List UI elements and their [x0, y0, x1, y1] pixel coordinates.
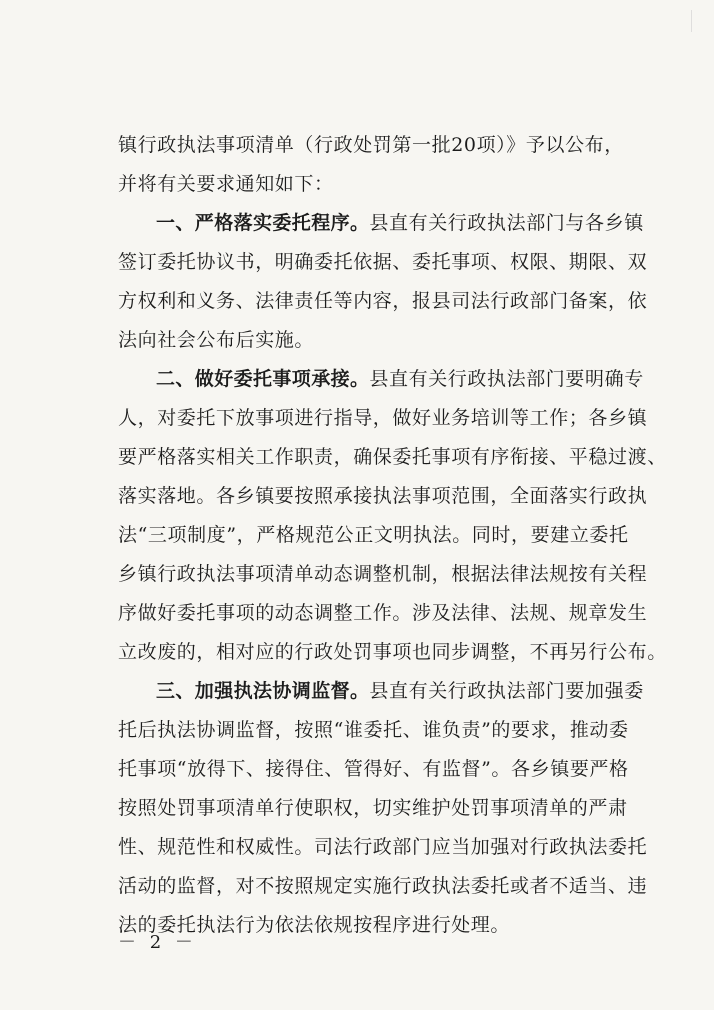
- text-line: 人，对委托下放事项进行指导，做好业务培训等工作；各乡镇: [118, 407, 648, 429]
- text-line: 活动的监督，对不按照规定实施行政执法委托或者不适当、违: [118, 875, 648, 897]
- section-1-heading: 一、严格落实委托程序。: [156, 212, 370, 234]
- text-line: 方权利和义务、法律责任等内容，报县司法行政部门备案，依: [118, 290, 648, 312]
- section-1-text: 县直有关行政执法部门与各乡镇: [369, 212, 644, 234]
- section-1-first-line: [118, 204, 644, 243]
- text-line: 落实落地。各乡镇要按照承接执法事项范围，全面落实行政执: [118, 485, 648, 507]
- text-line: 性、规范性和权威性。司法行政部门应当加强对行政执法委托: [118, 836, 648, 858]
- text-line: 签订委托协议书，明确委托依据、委托事项、权限、期限、双: [118, 251, 648, 273]
- section-3-heading: 三、加强执法协调监督。: [156, 680, 370, 702]
- text-line: 托后执法协调监督，按照“谁委托、谁负责”的要求，推动委: [118, 719, 629, 741]
- text-line: 立改废的，相对应的行政处罚事项也同步调整，不再另行公布。: [118, 641, 667, 663]
- text-line: 法的委托执法行为依法依规按程序进行处理。: [118, 914, 511, 936]
- body-text: [118, 126, 667, 945]
- section-2-heading: 二、做好委托事项承接。: [156, 368, 370, 390]
- page-number: － 2 －: [118, 932, 197, 953]
- section-2-text: 县直有关行政执法部门要明确专: [369, 368, 644, 390]
- text-line: 按照处罚事项清单行使职权，切实维护处罚事项清单的严肃: [118, 797, 628, 819]
- text-line: 镇行政执法事项清单（行政处罚第一批20项）》予以公布，: [118, 134, 624, 156]
- text-line: 序做好委托事项的动态调整工作。涉及法律、法规、规章发生: [118, 602, 648, 624]
- text-line: 要严格落实相关工作职责，确保委托事项有序衔接、平稳过渡、: [118, 446, 667, 468]
- scan-edge-mark: [691, 10, 708, 32]
- section-2-first-line: [118, 360, 644, 399]
- section-3-text: 县直有关行政执法部门要加强委: [369, 680, 644, 702]
- text-line: 并将有关要求通知如下：: [118, 173, 334, 195]
- section-3-first-line: [118, 672, 644, 711]
- text-line: 乡镇行政执法事项清单动态调整机制，根据法律法规按有关程: [118, 563, 648, 585]
- text-line: 托事项“放得下、接得住、管得好、有监督”。各乡镇要严格: [118, 758, 629, 780]
- text-line: 法向社会公布后实施。: [118, 329, 315, 351]
- text-line: 法“三项制度”，严格规范公正文明执法。同时，要建立委托: [118, 524, 629, 546]
